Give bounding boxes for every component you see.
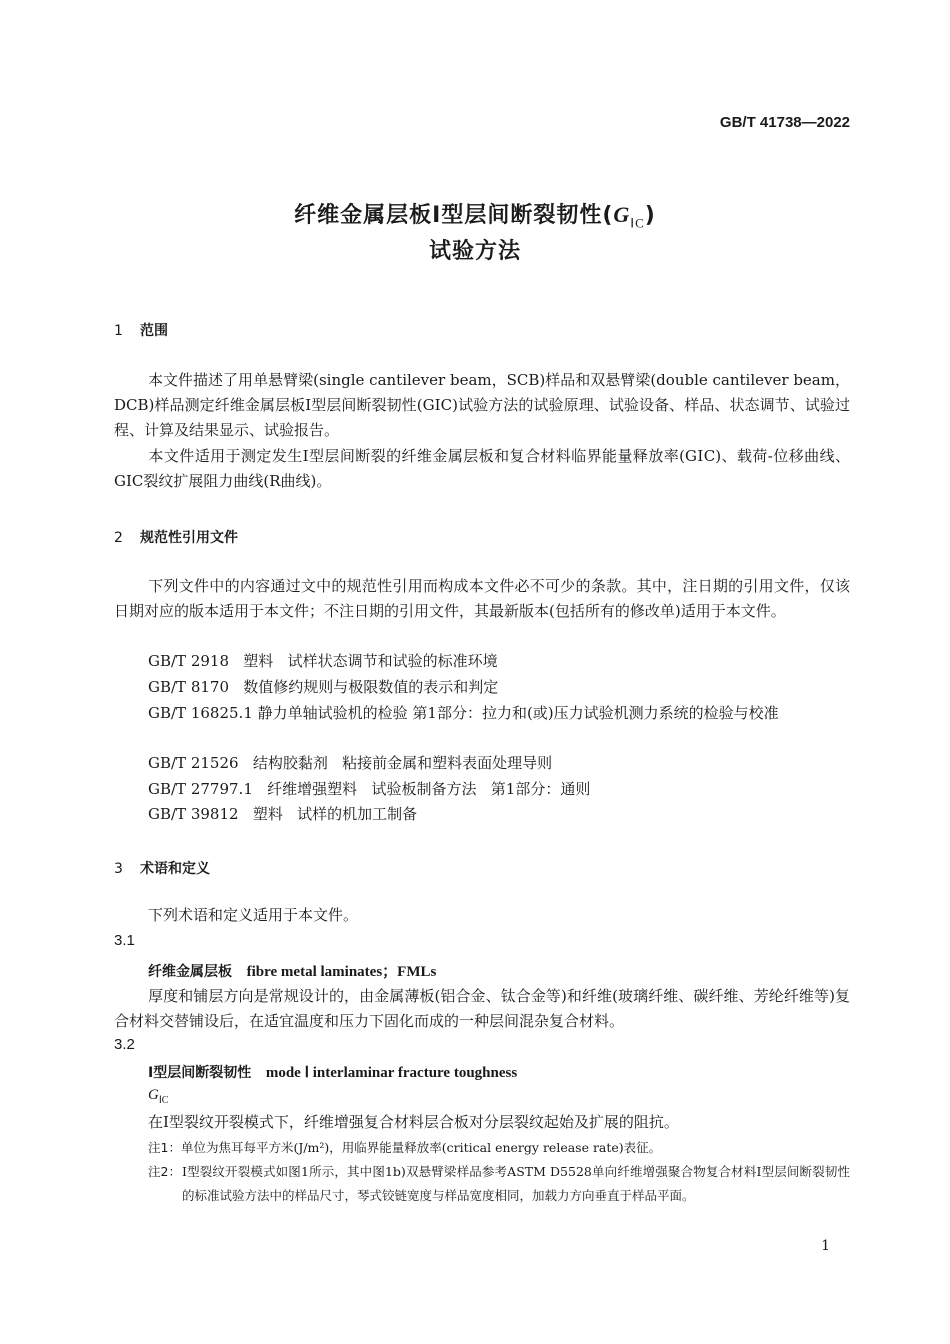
term-number: 3.2 [114, 1036, 135, 1053]
standard-code: GB/T 41738—2022 [719, 114, 850, 131]
term-title: 纤维金属层板 fibre metal laminates；FMLs [148, 964, 437, 980]
reference-item: GB/T 2918 塑料 试样状态调节和试验的标准环境 [148, 652, 498, 670]
reference-item: GB/T 21526 结构胶黏剂 粘接前金属和塑料表面处理导则 [148, 754, 553, 772]
reference-item: GB/T 39812 塑料 试样的机加工制备 [148, 805, 418, 823]
scope-paragraph-2: 本文件适用于测定发生Ⅰ型层间断裂的纤维金属层板和复合材料临界能量释放率(GⅠC)、载荷-位移曲线、GⅠC裂纹扩展阻力曲线(R曲线)。 [114, 447, 850, 490]
document-title-line1: 纤维金属层板Ⅰ型层间断裂韧性$(G_{ⅠC})$ [294, 202, 656, 231]
reference-item: GB/T 8170 数值修约规则与极限数值的表示和判定 [148, 678, 499, 696]
note-2-label: 注2： [148, 1164, 181, 1179]
references-intro: 下列文件中的内容通过文中的规范性引用而构成本文件必不可少的条款。其中，注日期的引用文件，仅该日期对应的版本适用于本文件；不注日期的引用文件，其最新版本(包括所有的修改单)适用于本文件。 [114, 577, 850, 620]
term-symbol: $G_{ⅠC}$ [148, 1087, 169, 1106]
page-number: 1 [821, 1238, 830, 1254]
document-title-line2: 试验方法 [428, 239, 521, 264]
term-definition: 在Ⅰ型裂纹开裂模式下，纤维增强复合材料层合板对分层裂纹起始及扩展的阻抗。 [148, 1113, 679, 1131]
term-number: 3.1 [114, 932, 135, 949]
term-definition: 厚度和铺层方向是常规设计的，由金属薄板(铝合金、钛合金等)和纤维(玻璃纤维、碳纤维、芳纶纤维等)复合材料交替铺设后，在适宜温度和压力下固化而成的一种层间混杂复合材料。 [114, 987, 850, 1030]
term-title: Ⅰ型层间断裂韧性 mode Ⅰ interlaminar fracture toughness [148, 1065, 518, 1081]
terms-intro: 下列术语和定义适用于本文件。 [148, 906, 359, 924]
scope-paragraph-1: 本文件描述了用单悬臂梁(single cantilever beam，SCB)样品和双悬臂梁(double cantilever beam，DCB)样品测定纤维金属层板Ⅰ型层间断裂韧性(GⅠC)试验方法的试验原理、试验设备、样品、状态调节、试验过程、计算及结果显示、试验报告。 [114, 371, 850, 439]
section-heading-scope: 1 范围 [114, 323, 168, 339]
note-1: 注1：单位为焦耳每平方米(J/m²)，用临界能量释放率(critical energy release rate)表征。 [148, 1140, 662, 1155]
section-heading-normative-references: 2 规范性引用文件 [114, 530, 238, 546]
reference-item: GB/T 27797.1 纤维增强塑料 试验板制备方法 第1部分：通则 [148, 780, 591, 798]
section-heading-terms: 3 术语和定义 [114, 861, 210, 877]
note-2: Ⅰ型裂纹开裂模式如图1所示，其中图1b)双悬臂梁样品参考ASTM D5528单向纤维增强聚合物复合材料Ⅰ型层间断裂韧性的标准试验方法中的样品尺寸，琴式铰链宽度与样品宽度相同，加载力方向垂直于样品平面。 [182, 1164, 850, 1203]
reference-item-long: GB/T 16825.1 静力单轴试验机的检验 第1部分：拉力和(或)压力试验机测力系统的检验与校准 [148, 704, 779, 722]
